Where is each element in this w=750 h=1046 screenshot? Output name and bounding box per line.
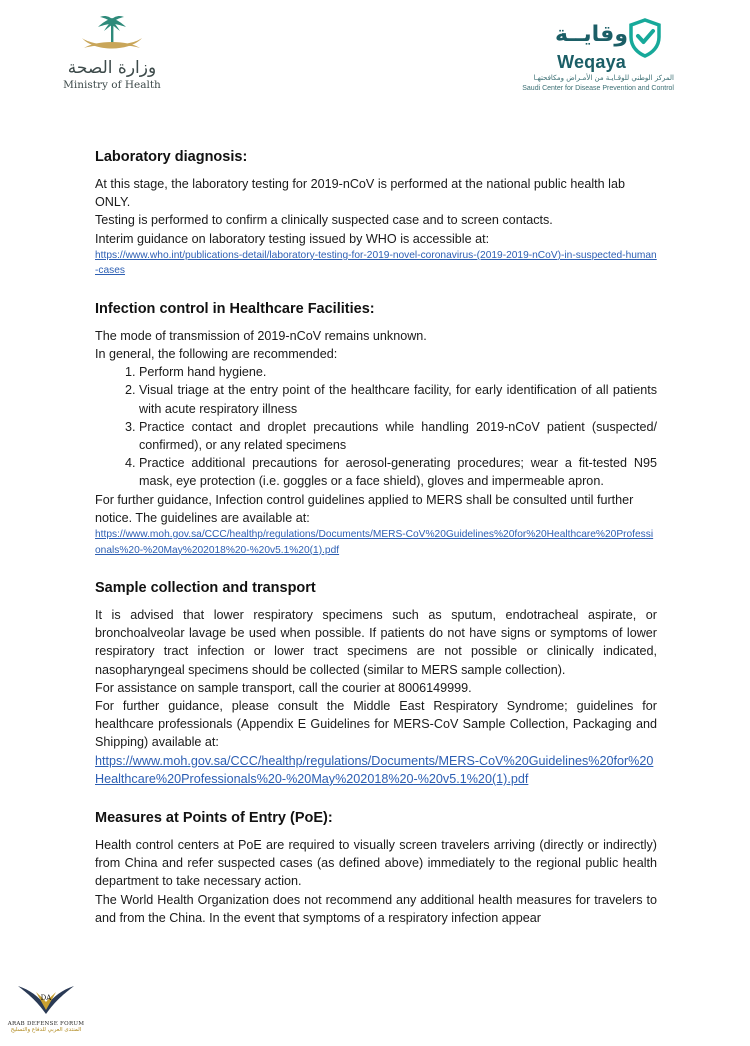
watermark-initials: DA xyxy=(40,994,52,1002)
lab-paragraph-3: Interim guidance on laboratory testing issued by WHO is accessible at: xyxy=(95,231,490,246)
palm-and-swords-icon xyxy=(74,14,150,60)
ministry-name-arabic: وزارة الصحة xyxy=(67,58,157,78)
list-item: 4. Practice additional precautions for aerosol-generating procedures; wear a fit-tested N95 mask, eye protection (i.e. goggles or a face shield), gloves and impermeable apron. xyxy=(139,454,657,490)
infection-paragraph-1: The mode of transmission of 2019-nCoV remains unknown. xyxy=(95,328,427,343)
list-item: 1. Perform hand hygiene. xyxy=(139,363,657,381)
sample-collection-heading: Sample collection and transport xyxy=(95,580,316,597)
watermark-text-english: ARAB DEFENSE FORUM xyxy=(7,1021,85,1027)
weqaya-name-arabic: وقايــة xyxy=(555,22,628,47)
weqaya-logo xyxy=(499,18,674,98)
sample-paragraph-3: For further guidance, please consult the Middle East Respiratory Syndrome; guidelines for healthcare professionals (Appendix E Guidelines for MERS-CoV Sample Collection, Packaging and Shipping) available at: xyxy=(95,699,657,750)
weqaya-subtitle-english: Saudi Center for Disease Prevention and Control xyxy=(522,85,674,92)
document-body xyxy=(95,147,657,927)
points-of-entry-heading: Measures at Points of Entry (PoE): xyxy=(95,810,333,827)
infection-paragraph-3: For further guidance, Infection control guidelines applied to MERS shall be consulted until further notice. The guidelines are available at: xyxy=(95,492,634,525)
forum-watermark xyxy=(6,980,86,1040)
shield-check-icon xyxy=(628,18,662,58)
weqaya-name-english: Weqaya xyxy=(557,52,626,72)
mers-guidelines-link[interactable]: https://www.moh.gov.sa/CCC/healthp/regulations/Documents/MERS-CoV%20Guidelines%20for%20Healthcare%20Professionals%20-%20May%202018%20-%20v5.1%20(1).pdf xyxy=(95,529,654,556)
eagle-emblem-icon xyxy=(16,980,76,1016)
weqaya-subtitle-arabic: المركز الوطني للوقـايـة من الأمـراض ومكافحتهـا xyxy=(533,74,674,82)
watermark-text-arabic: المنتدى العربي للدفاع والتسليح xyxy=(10,1027,82,1033)
poe-paragraph-2: The World Health Organization does not recommend any additional health measures for travelers to and from the China. In the event that symptoms of a respiratory infection appear xyxy=(95,892,657,925)
list-item: 2. Visual triage at the entry point of the healthcare facility, for early identification of all patients with acute respiratory illness xyxy=(139,381,657,417)
sample-paragraph-1: It is advised that lower respiratory specimens such as sputum, endotracheal aspirate, or bronchoalveolar lavage be used when possible. If patients do not have signs or symptoms of lower respiratory tract infection or lower tract specimens are not possible or clinically indicated, nasopharyngeal specimens should be collected (similar to MERS sample collection). xyxy=(95,608,657,677)
infection-recommendations-list xyxy=(95,363,657,490)
infection-control-heading: Infection control in Healthcare Facilities: xyxy=(95,300,375,317)
lab-diagnosis-heading: Laboratory diagnosis: xyxy=(95,149,248,165)
sample-paragraph-2: For assistance on sample transport, call the courier at 8006149999. xyxy=(95,680,472,695)
lab-paragraph-1: At this stage, the laboratory testing for 2019-nCoV is performed at the national public health lab ONLY. xyxy=(95,177,625,210)
poe-paragraph-1: Health control centers at PoE are required to visually screen travelers arriving (directly or indirectly) from China and refer suspected cases (as defined above) immediately to the regional public health department to take necessary action. xyxy=(95,838,657,889)
infection-paragraph-2: In general, the following are recommended: xyxy=(95,347,338,362)
ministry-name-english: Ministry of Health xyxy=(63,79,161,91)
list-item: 3. Practice contact and droplet precautions while handling 2019-nCoV patient (suspected/ confirmed), or any related specimens xyxy=(139,418,657,454)
mers-sample-guidelines-link[interactable]: https://www.moh.gov.sa/CCC/healthp/regulations/Documents/MERS-CoV%20Guidelines%20for%20Healthcare%20Professionals%20-%20May%202018%20-%20v5.1%20(1).pdf xyxy=(95,753,654,786)
who-guidance-link[interactable]: https://www.who.int/publications-detail/laboratory-testing-for-2019-novel-coronavirus-(2019-2019-nCoV)-in-suspected-human-cases xyxy=(95,249,657,277)
lab-paragraph-2: Testing is performed to confirm a clinically suspected case and to screen contacts. xyxy=(95,213,553,228)
ministry-of-health-logo xyxy=(52,14,172,104)
